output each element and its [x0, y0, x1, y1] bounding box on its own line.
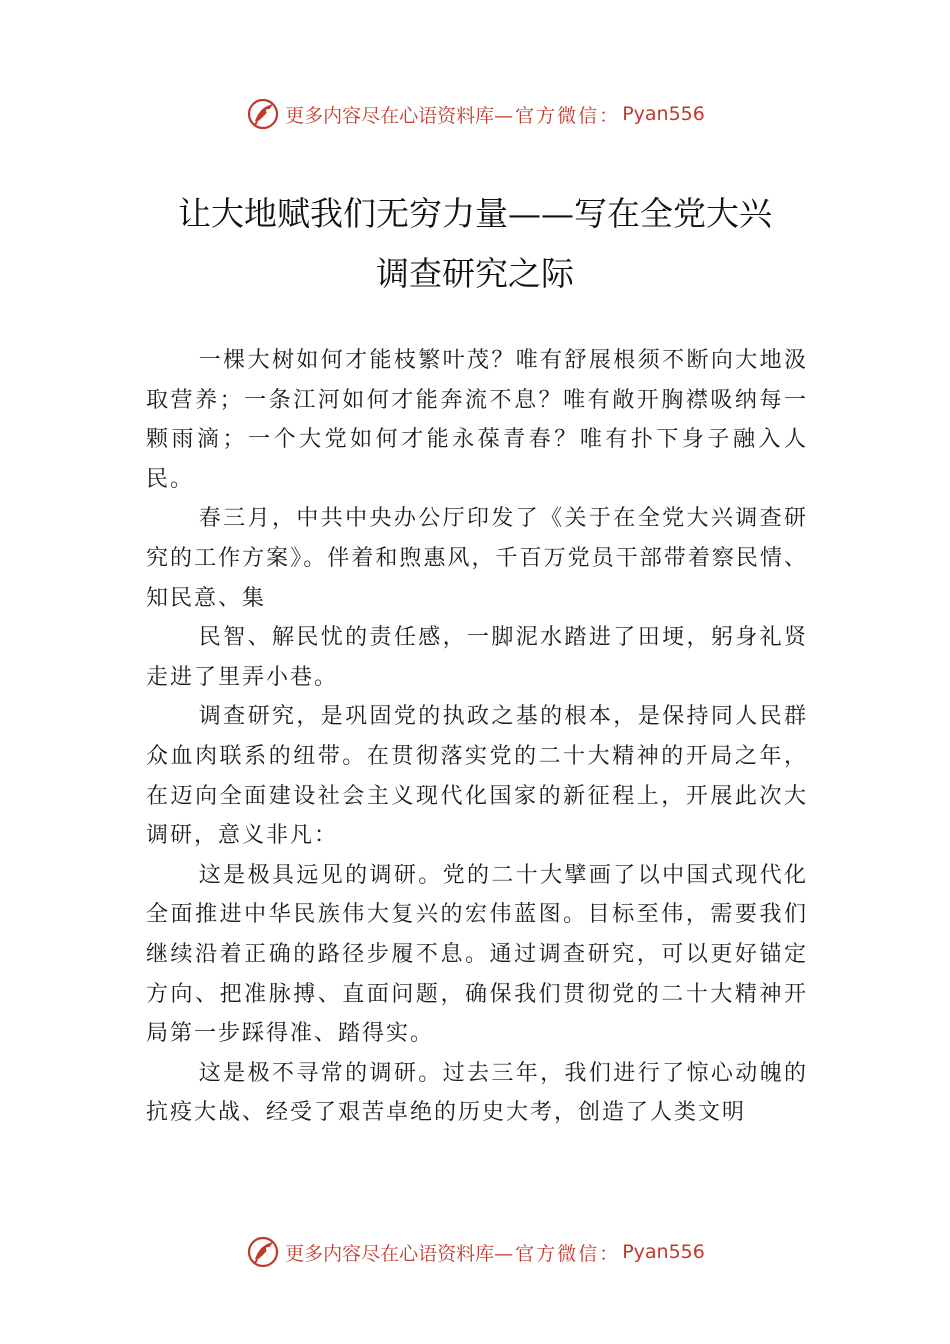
banner-wechat-id: Pyan556 — [622, 1241, 705, 1263]
paragraph-4: 调查研究，是巩固党的执政之基的根本，是保持同人民群众血肉联系的纽带。在贯彻落实党的二十大精神的开局之年，在迈向全面建设社会主义现代化国家的新征程上，开展此次大调研，意义非凡： — [146, 704, 808, 849]
title-line-2: 调查研究之际 — [376, 254, 574, 293]
paragraph-1: 一棵大树如何才能枝繁叶茂？唯有舒展根须不断向大地汲取营养；一条江河如何才能奔流不息？唯有敞开胸襟吸纳每一颗雨滴；一个大党如何才能永葆青春？唯有扑下身子融入人民。 — [146, 348, 808, 492]
document-body — [146, 341, 808, 1133]
pen-logo-icon — [245, 1234, 281, 1270]
paragraph-6: 这是极不寻常的调研。过去三年，我们进行了惊心动魄的抗疫大战、经受了艰苦卓绝的历史大考，创造了人类文明 — [146, 1060, 808, 1126]
paragraph-5: 这是极具远见的调研。党的二十大擘画了以中国式现代化全面推进中华民族伟大复兴的宏伟蓝图。目标至伟，需要我们继续沿着正确的路径步履不息。通过调查研究，可以更好锚定方向、把准脉搏、直面问题，确保我们贯彻党的二十大精神开局第一步踩得准、踏得实。 — [146, 862, 808, 1047]
header-watermark-banner — [0, 94, 950, 134]
banner-wechat-label: —官方微信： — [494, 1242, 621, 1265]
banner-wechat-label: —官方微信： — [494, 104, 621, 127]
banner-site-name: 更多内容尽在心语资料库 — [285, 104, 495, 127]
document-title — [120, 184, 830, 304]
footer-watermark-banner — [0, 1232, 950, 1272]
paragraph-2: 春三月，中共中央办公厅印发了《关于在全党大兴调查研究的工作方案》。伴着和煦惠风，千百万党员干部带着察民情、知民意、集 — [146, 506, 808, 611]
banner-wechat-id: Pyan556 — [622, 103, 705, 125]
pen-logo-icon — [245, 96, 281, 132]
paragraph-3: 民智、解民忧的责任感，一脚泥水踏进了田埂，躬身礼贤走进了里弄小巷。 — [146, 625, 808, 690]
banner-site-name: 更多内容尽在心语资料库 — [285, 1242, 495, 1265]
title-line-1: 让大地赋我们无穷力量——写在全党大兴 — [178, 194, 772, 233]
